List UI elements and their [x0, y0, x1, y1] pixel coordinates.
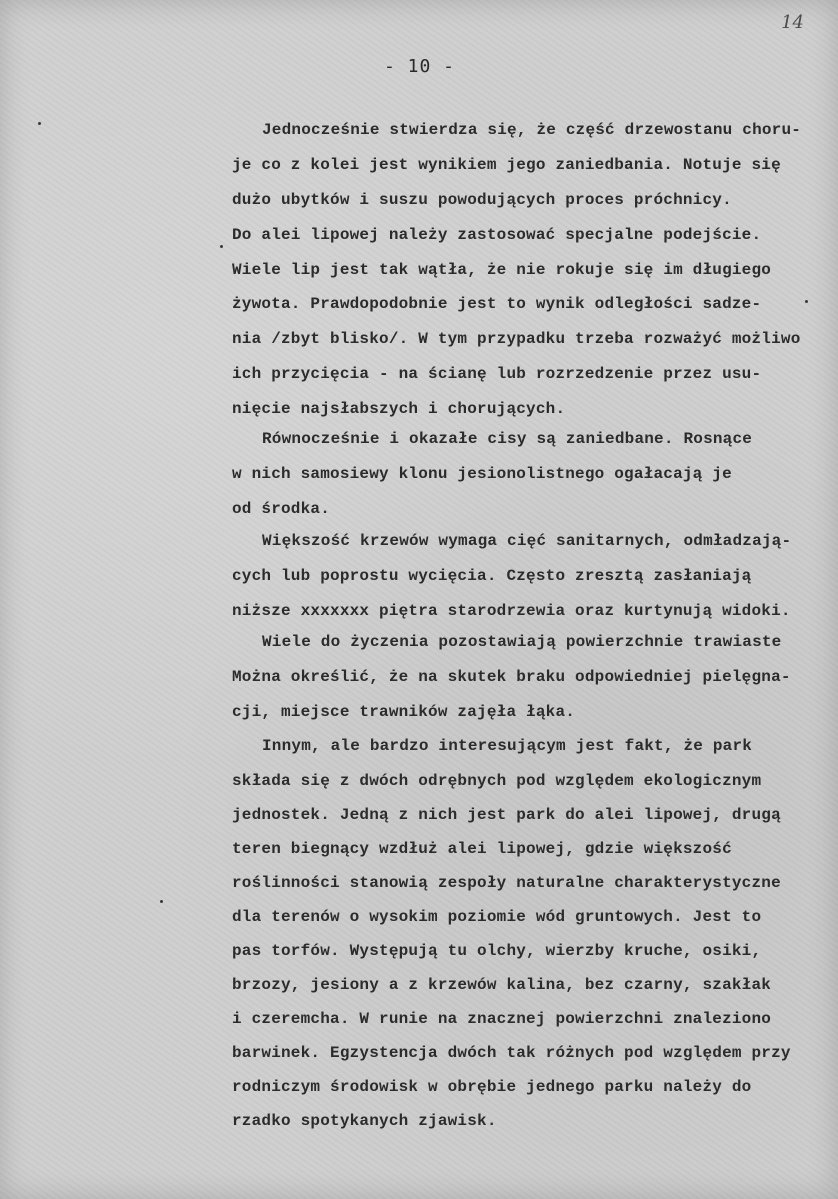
text-line: składa się z dwóch odrębnych pod względem ekologicznym [232, 772, 762, 790]
paper-speck [805, 300, 808, 303]
text-line: i czeremcha. W runie na znacznej powierzchni znaleziono [232, 1010, 772, 1028]
text-line: Wiele do życzenia pozostawiają powierzchnie trawiaste [262, 633, 782, 651]
text-line: w nich samosiewy klonu jesionolistnego ogałacają je [232, 465, 732, 483]
paper-speck [160, 900, 163, 903]
text-line: jednostek. Jedną z nich jest park do alei lipowej, drugą [232, 806, 781, 824]
text-line: pas torfów. Występują tu olchy, wierzby kruche, osiki, [232, 942, 762, 960]
text-line: od środka. [232, 500, 331, 518]
page-number: - 10 - [384, 56, 456, 77]
text-line: cji, miejsce trawników zajęła łąka. [232, 703, 576, 721]
text-line: dużo ubytków i suszu powodujących proces próchnicy. [232, 191, 732, 209]
paper-speck [220, 245, 223, 248]
text-line: brzozy, jesiony a z krzewów kalina, bez czarny, szakłak [232, 976, 772, 994]
text-line: dla terenów o wysokim poziomie wód gruntowych. Jest to [232, 908, 762, 926]
text-line: rzadko spotykanych zjawisk. [232, 1112, 497, 1130]
text-line: żywota. Prawdopodobnie jest to wynik odległości sadze- [232, 295, 762, 313]
text-line: teren biegnący wzdłuż alei lipowej, gdzie większość [232, 840, 732, 858]
text-line: Wiele lip jest tak wątła, że nie rokuje się im długiego [232, 261, 772, 279]
text-line: Innym, ale bardzo interesującym jest fakt, że park [262, 737, 753, 755]
text-line: nia /zbyt blisko/. W tym przypadku trzeba rozważyć możliwo [232, 330, 801, 348]
archive-page-number: 14 [781, 12, 804, 33]
paper-speck [38, 122, 41, 125]
text-line: roślinności stanowią zespoły naturalne charakterystyczne [232, 874, 781, 892]
text-line: barwinek. Egzystencja dwóch tak różnych pod względem przy [232, 1044, 791, 1062]
text-line: Równocześnie i okazałe cisy są zaniedbane. Rosnące [262, 430, 753, 448]
text-line: cych lub poprostu wycięcia. Często zresztą zasłaniają [232, 567, 752, 585]
text-line: ich przycięcia - na ścianę lub rozrzedzenie przez usu- [232, 365, 762, 383]
text-line: Jednocześnie stwierdza się, że część drzewostanu choru- [262, 121, 802, 139]
text-line: Większość krzewów wymaga cięć sanitarnych, odmładzają- [262, 532, 792, 550]
text-line: rodniczym środowisk w obrębie jednego parku należy do [232, 1078, 752, 1096]
text-line: je co z kolei jest wynikiem jego zaniedbania. Notuje się [232, 156, 781, 174]
text-line: Do alei lipowej należy zastosować specjalne podejście. [232, 226, 762, 244]
text-line: niższe xxxxxxx piętra starodrzewia oraz kurtynują widoki. [232, 602, 791, 620]
text-line: Można określić, że na skutek braku odpowiedniej pielęgna- [232, 668, 791, 686]
text-line: nięcie najsłabszych i chorujących. [232, 400, 566, 418]
